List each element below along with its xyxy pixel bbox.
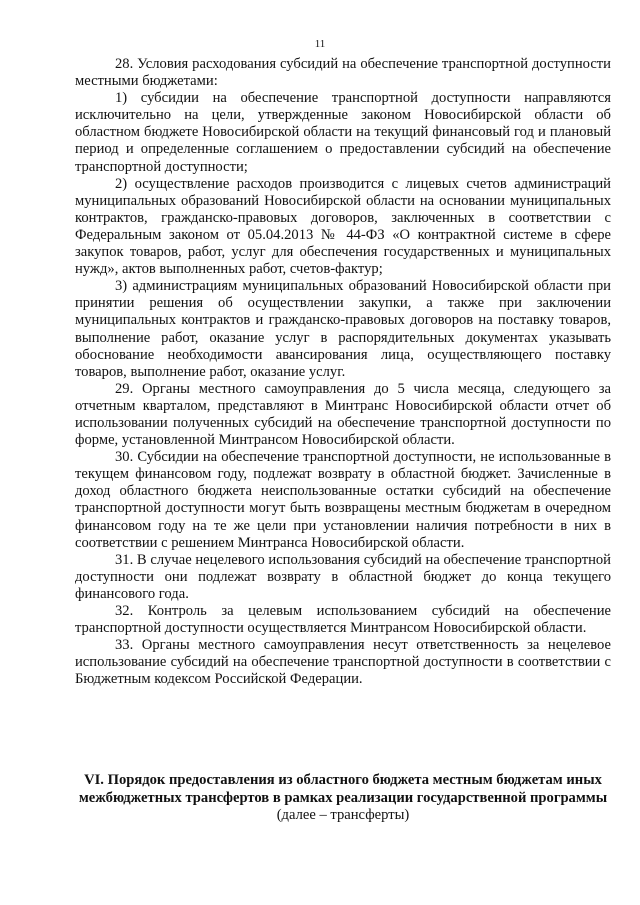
- page-number: 11: [314, 38, 326, 50]
- paragraph-28-item-2: 2) осуществление расходов производится с лицевых счетов администраций муниципальных образований Новосибирской области на основании муниципальных контрактов, гражданско-правовых договоров, заключенных в соответствии с Федеральным законом от 05.04.2013 № 44-ФЗ «О контрактной системе в сфере закупок товаров, работ, услуг для обеспечения государственных и муниципальных нужд», актов выполненных работ, счетов-фактур;: [75, 175, 611, 278]
- paragraph-28-item-1: 1) субсидии на обеспечение транспортной доступности направляются исключительно на цели, утвержденные законом Новосибирской области об областном бюджете Новосибирской области на текущий финансовый год и плановый период и определенные соглашением о предоставлении субсидий на обеспечение транспортной доступности;: [75, 90, 611, 175]
- paragraph-28-item-3: 3) администрациям муниципальных образований Новосибирской области при принятии решения об осуществлении закупки, а также при заключении муниципальных контрактов и гражданско-правовых договоров на поставку товаров, выполнение работ, оказание услуг в распорядительных документах указывать обоснование необходимости авансирования лица, осуществляющего поставку товаров, выполнение работ, оказание услуг.: [75, 278, 611, 380]
- document-body: [75, 56, 611, 688]
- paragraph-31: 31. В случае нецелевого использования субсидий на обеспечение транспортной доступности они подлежат возврату в областной бюджет до конца текущего финансового года.: [75, 551, 611, 602]
- paragraph-30: 30. Субсидии на обеспечение транспортной доступности, не использованные в текущем финансовом году, подлежат возврату в областной бюджет. Зачисленные в доход областного бюджета неиспользованные остатки субсидий на обеспечение транспортной доступности могут быть возвращены местным бюджетам в очередном финансовом году на те же цели при установлении наличия потребности в них в соответствии с решением Минтранса Новосибирской области.: [75, 449, 611, 551]
- section-heading-title: VI. Порядок предоставления из областного бюджета местным бюджетам иных межбюджетных трансфертов в рамках реализации государственной программы: [78, 772, 608, 806]
- paragraph-32: 32. Контроль за целевым использованием субсидий на обеспечение транспортной доступности осуществляется Минтрансом Новосибирской области.: [75, 603, 611, 637]
- paragraph-33: 33. Органы местного самоуправления несут ответственность за нецелевое использование субсидий на обеспечение транспортной доступности в соответствии с Бюджетным кодексом Российской Федерации.: [75, 637, 611, 688]
- paragraph-29: 29. Органы местного самоуправления до 5 числа месяца, следующего за отчетным кварталом, представляют в Минтранс Новосибирской области отчет об использовании полученных субсидий на обеспечение транспортной доступности по форме, установленной Минтрансом Новосибирской области.: [75, 380, 611, 449]
- section-heading-note: (далее – трансферты): [276, 807, 410, 824]
- section-heading: [75, 772, 611, 825]
- paragraph-28: 28. Условия расходования субсидий на обеспечение транспортной доступности местными бюджетами:: [75, 56, 611, 90]
